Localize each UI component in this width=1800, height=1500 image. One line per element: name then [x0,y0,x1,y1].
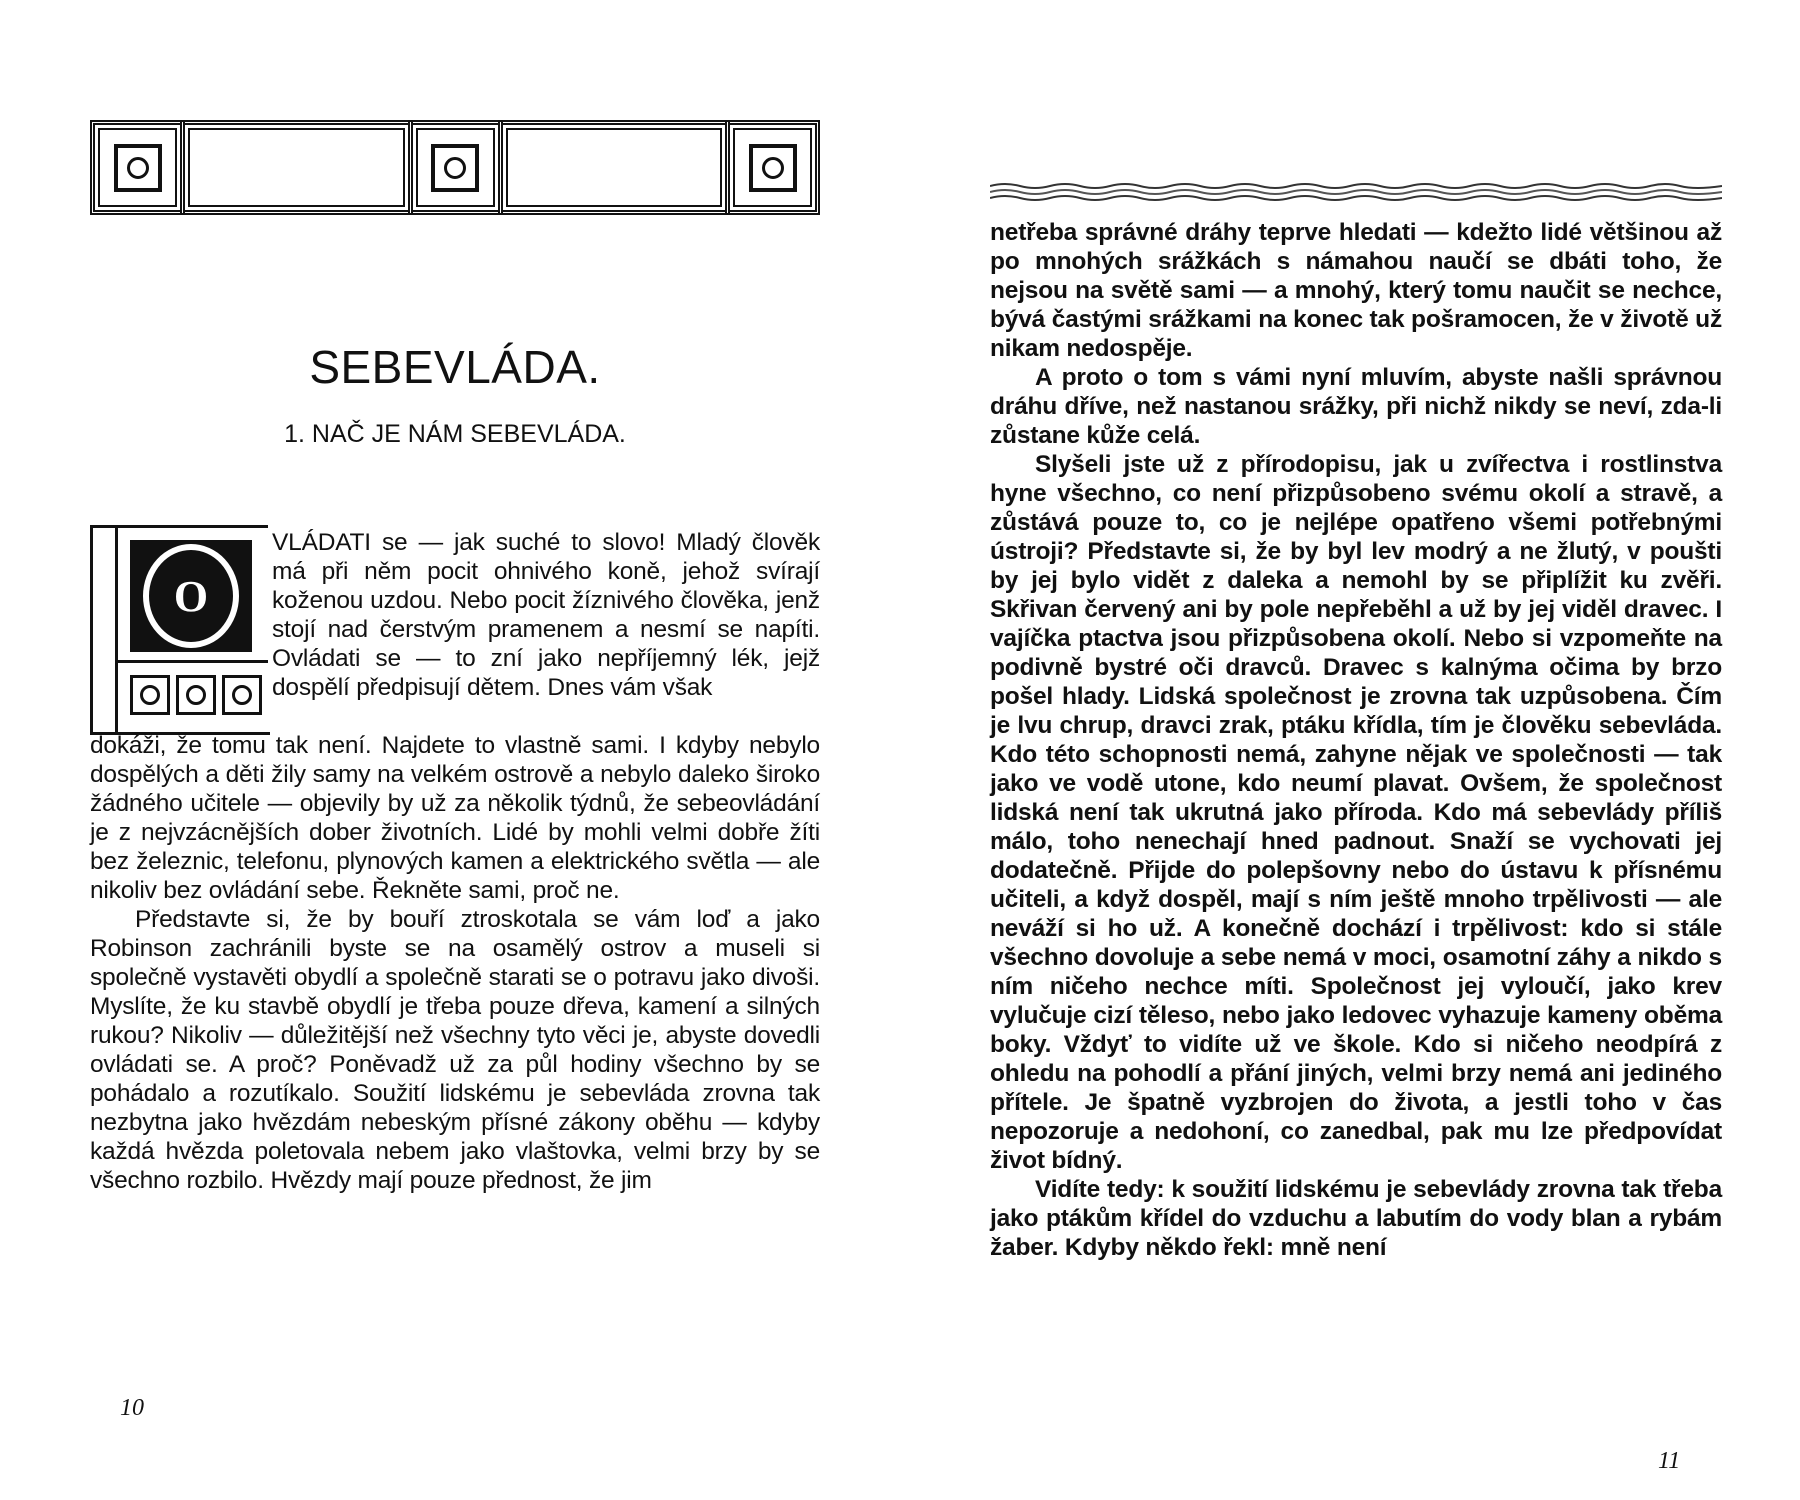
paragraph: Vidíte tedy: k soužití lidskému je sebevlády zrovna tak třeba jako ptákům křídel do vzduchu a labutím do vody blan a rybám žaber. Kdyby někdo řekl: mně není [990,1176,1722,1261]
initial-letter-block [130,540,252,652]
paragraph: dokáži, že tomu tak není. Najdete to vlastně sami. I kdyby nebylo dospělých a děti žily samy na velkém ostrově a nebylo daleko široko žádného učitele — objevily by už za několik týdnů, že sebeovládání je z nejvzácnějších dober životních. Lidé by mohli velmi dobře žíti bez železnic, telefonu, plynových kamen a elektrického světla — ale nikoliv bez ovládání sebe. Řekněte sami, proč ne. [90,732,820,904]
initial-letter: O [143,544,239,648]
paragraph: Slyšeli jste už z přírodopisu, jak u zvířectva i rostlinstva hyne všechno, co není přizpůsobeno svému okolí a stravě, a zůstává pouze to, co je nejlépe opatřeno všemi potřebnými ústroji? Představte si, že by byl lev modrý a ne žlutý, v poušti by jej bylo vidět z daleka a nemohl by se připlížit ku zvěři. Skřivan červený ani by pole nepřeběhl a už by jej viděl dravec. I vajíčka ptactva jsou přizpůsobena okolí. Nebo si vzpomeňte na podivně bystré oči dravců. Dravec s kalnýma očima by brzo pošel hlady. Lidská společnost je zrovna tak uzpůsobena. Čím je lvu chrup, dravci zrak, ptáku křídla, tím je člověku sebevláda. Kdo této schopnosti nemá, zahyne nějak ve společnosti — tak jako ve vodě utone, kdo neumí plavat. Ovšem, že společnost lidská není tak ukrutná jako příroda. Kdo má sebevlády příliš málo, toho nenechají hned padnout. Snaží se vychovati jej dodatečně. Přijde do polepšovny nebo do ústavu k přísnému učiteli, a když dospěl, mají s ním ještě mnoho trpělivosti — ale neváží si ho už. A konečně dochází i trpělivost: kdo si stále všechno dovoluje a sebe nemá v moci, osamotní záhy a nikdo s ním ničeho nechce míti. Společnost jej vyloučí, jako krev vylučuje cizí těleso, nebo jako ledovec vyhazuje kameny oběma boky. Vždyť to vidíte už ve škole. Kdo si ničeho neodpírá z ohledu na pohodlí a přání jiných, velmi brzy nemá ani jediného přítele. Je špatně vyzbrojen do života, a jestli toho v čas nepozoruje a nedohoní, co zanedbal, pak mu lze předpovídat život bídný. [990,451,1722,1174]
page-number: 10 [120,1395,144,1421]
initial-frame [90,525,118,735]
paragraph-opening: VLÁDATI se — jak suché to slovo! Mladý člověk má při něm pocit ohnivého koně, jehož svírají koženou uzdou. Nebo pocit žíznivého člověka, jenž stojí nad čerstvým pramenem a nesmí se napíti. Ovládati se — to zní jako nepříjemný lék, jejž dospělí předpisují dětem. Dnes vám však [272,529,820,701]
ornament-panel [498,120,731,215]
ornament-square-icon [130,675,170,715]
wavy-rule-ornament [990,180,1722,202]
ornament-square-icon [176,675,216,715]
ornament-square-icon [408,120,503,215]
paragraph: netřeba správné dráhy teprve hledati — kdežto lidé většinou až po mnohých srážkách s námahou naučí se dbáti toho, že nejsou na světě sami — a mnohý, který tomu naučit se nechce, bývá častými srážkami na konec tak pošramocen, že v životě už nikam nedospěje. [990,219,1722,362]
paragraph: A proto o tom s vámi nyní mluvím, abyste našli správnou dráhu dříve, než nastanou srážky, při nichž nikdy se neví, zda-li zůstane kůže celá. [990,364,1722,449]
page-number: 11 [1658,1448,1681,1474]
body-text-left [90,731,820,1195]
decorated-initial [90,525,270,735]
ornament-square-icon [90,120,185,215]
paragraph: Představte si, že by bouří ztroskotala se vám loď a jako Robinson zachránili byste se na osamělý ostrov a museli si společně vystavěti obydlí a společně starati se o potravu jako divoši. Myslíte, že ku stavbě obydlí je třeba pouze dřeva, kamení a silných rukou? Nikoliv — důležitější než všechny tyto věci je, abyste dovedli ovládati se. A proč? Poněvadž už za půl hodiny všechno by se pohádalo a rozutíkalo. Soužití lidskému je sebevláda zrovna tak nezbytna jako hvězdám nebeským přísné zákony oběhu — kdyby každá hvězda poletovala nebem jako vlaštovka, velmi brzy by se všechno rozbilo. Hvězdy mají pouze přednost, že jim [90,906,820,1194]
header-ornament [90,120,820,215]
initial-ornament-row [130,675,262,715]
ornament-panel [180,120,413,215]
ornament-square-icon [222,675,262,715]
body-text-right [990,218,1722,1262]
ornament-square-icon [725,120,820,215]
chapter-title: SEBEVLÁDA. [309,341,601,393]
section-heading: 1. NAČ JE NÁM SEBEVLÁDA. [284,420,626,448]
